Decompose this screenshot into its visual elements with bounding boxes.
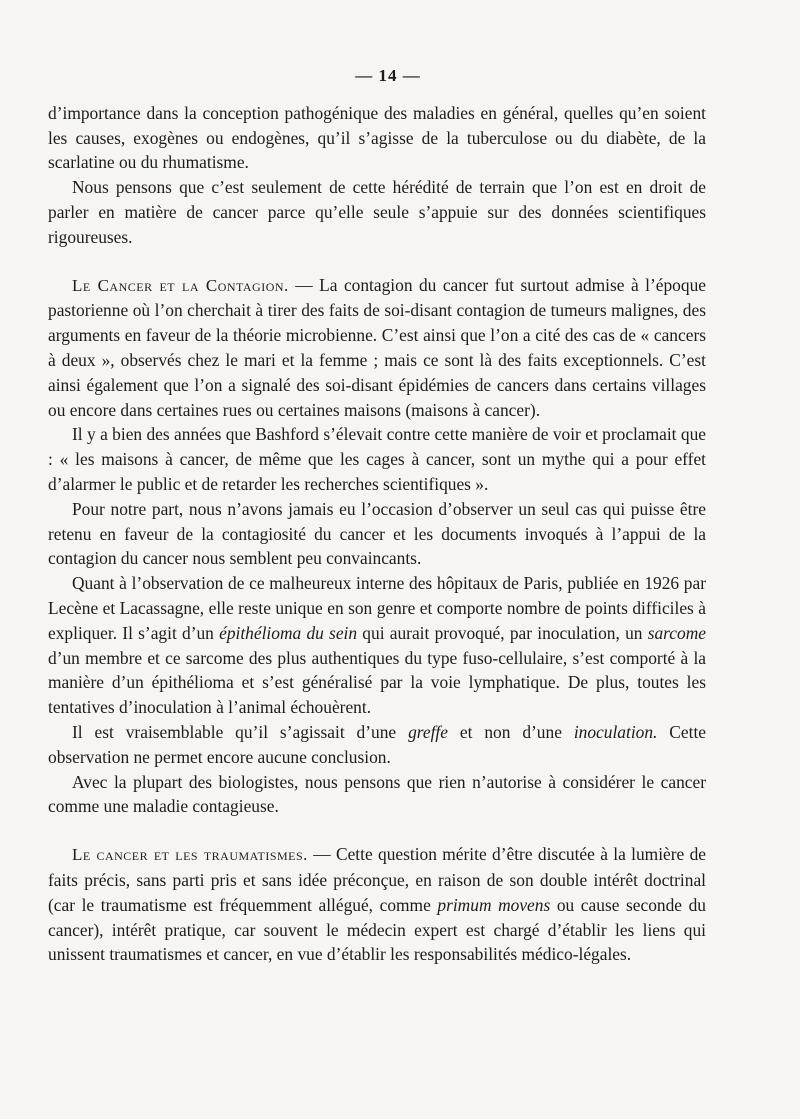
paragraph-greffe [48,720,706,770]
paragraph-conclusion: Avec la plupart des biologistes, nous pensons que rien n’autorise à considérer le cancer comme une maladie contagieuse. [48,771,706,817]
document-page [48,64,706,967]
page-number: — 14 — [355,66,421,85]
paragraph-heredite: Nous pensons que c’est seulement de cette hérédité de terrain que l’on est en droit de parler en matière de cancer parce qu’elle seule s’appuie sur des données scientifiques rigoureuses. [48,177,706,247]
italic-term: sarcome [647,622,706,643]
section-contagion-paragraph [48,273,706,423]
section-contagion-text: — La contagion du cancer fut surtout admise à l’époque pastorienne où l’on cherchait à tirer des faits de soi-disant contagion de tumeurs malignes, des arguments en faveur de la théorie microbienne. C’est ainsi que l’on a cité des cas de « cancers à deux », observés chez le mari et la femme ; mais ce sont là des faits exceptionnels. C’est ainsi également que l’on a signalé des soi-disant épidémies de cancers dans certains villages ou encore dans certaines rues ou certaines maisons (maisons à cancer). [48,274,706,420]
italic-term: primum movens [437,894,551,915]
paragraph-observation [48,571,706,720]
text-span: — Cette question mérite d’être discutée à la lumière de faits précis, sans parti pris et sans idée préconçue, en raison de son double intérêt doctrinal (car le traumatisme est fréquemment allégué, comme [48,844,706,915]
paragraph-continuation: d’importance dans la conception pathogénique des maladies en général, quelles qu’en soient les causes, exogènes ou endogènes, qu’il s’agisse de la tuberculose ou du diabète, de la scarlatine ou du rhumatisme. [48,102,706,173]
section-divider [48,819,706,842]
section-divider [48,250,706,273]
text-span: Cette observation ne permet encore aucune conclusion. [48,721,707,767]
text-span: Quant à l’observation de ce malheureux interne des hôpitaux de Paris, publiée en 1926 par Lecène et Lacassagne, elle reste unique en son genre et comporte nombre de points difficiles à expliquer. Il s’agit d’un [48,573,706,643]
italic-term: épithélioma du sein [219,622,358,643]
section-heading-contagion: Le Cancer et la Contagion. [72,275,289,295]
section-heading-traumatismes: Le cancer et les traumatismes. [72,845,308,865]
text-span: qui aurait provoqué, par inoculation, un [357,622,648,643]
text-span: Il est vraisemblable qu’il s’agissait d’une [72,721,409,742]
text-span: et non d’une [447,721,574,742]
section-traumatismes-paragraph [48,842,706,967]
italic-term: inoculation. [573,721,658,742]
paragraph-bashford: Il y a bien des années que Bashford s’élevait contre cette manière de voir et proclamait que : « les maisons à cancer, de même que les cages à cancer, sont un mythe qui a pour effet d’alarmer le public et de retarder les recherches scientifiques ». [48,424,706,494]
paragraph-notre-part: Pour notre part, nous n’avons jamais eu l’occasion d’observer un seul cas qui puisse être retenu en faveur de la contagiosité du cancer et les documents invoqués à l’appui de la contagion du cancer nous semblent peu convaincants. [48,498,706,569]
text-span: d’un membre et ce sarcome des plus authentiques du type fuso-cellulaire, s’est comporté à la manière d’un épithélioma et s’est généralisé par la voie lymphatique. De plus, toutes les tentatives d’inoculation à l’animal échouèrent. [48,647,706,718]
italic-term: greffe [408,721,448,742]
text-span: ou cause seconde du cancer), intérêt pratique, car souvent le médecin expert est chargé d’établir les liens qui unissent traumatismes et cancer, en vue d’établir les responsabilités médico-légales. [48,894,706,965]
